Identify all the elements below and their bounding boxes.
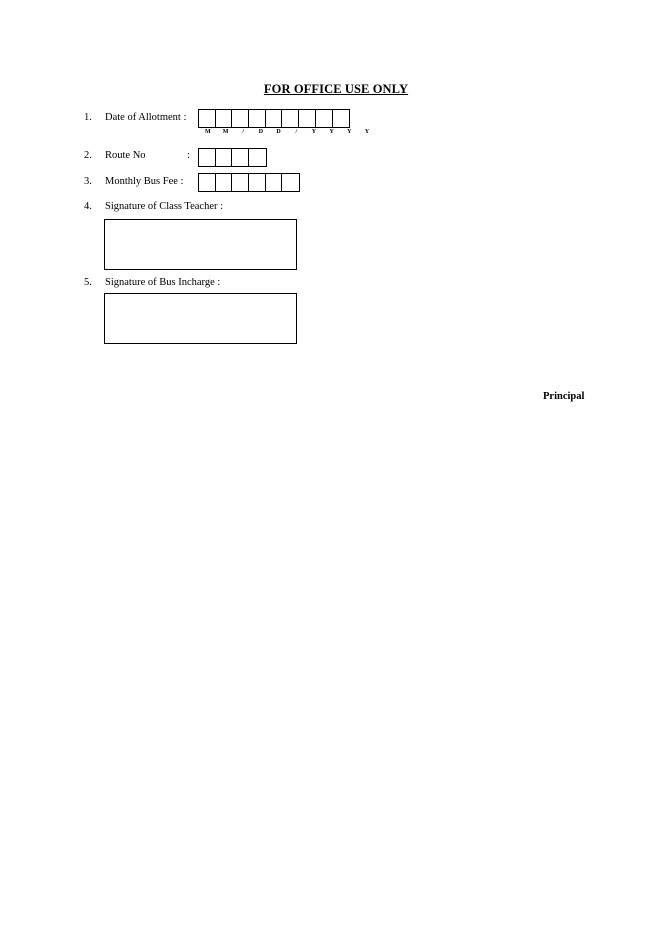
date-caption-char: D: [276, 129, 281, 135]
date-box[interactable]: [249, 110, 266, 127]
field-number-1: 1.: [84, 112, 92, 123]
class-teacher-signature-label: Signature of Class Teacher :: [105, 201, 224, 212]
date-caption-char: Y: [329, 129, 334, 135]
date-box[interactable]: [232, 110, 249, 127]
fee-box[interactable]: [199, 174, 216, 191]
monthly-bus-fee-boxes[interactable]: [198, 173, 300, 192]
fee-box[interactable]: [216, 174, 233, 191]
date-caption-char: M: [205, 129, 211, 135]
route-no-label: Route No: [105, 150, 146, 161]
fee-box[interactable]: [266, 174, 283, 191]
field-number-3: 3.: [84, 176, 92, 187]
date-caption-char: Y: [311, 129, 317, 135]
fee-box[interactable]: [282, 174, 299, 191]
date-box[interactable]: [333, 110, 350, 127]
field-number-4: 4.: [84, 201, 92, 212]
route-no-colon: :: [187, 150, 190, 161]
route-no-boxes[interactable]: [198, 148, 267, 167]
date-box[interactable]: [266, 110, 283, 127]
date-caption-char: M: [222, 129, 229, 135]
route-box[interactable]: [232, 149, 249, 166]
date-caption-char: Y: [347, 129, 352, 135]
date-box[interactable]: [299, 110, 316, 127]
field-number-5: 5.: [84, 277, 92, 288]
date-box[interactable]: [316, 110, 333, 127]
bus-incharge-signature-label: Signature of Bus Incharge :: [105, 277, 221, 288]
date-format-caption: [199, 129, 376, 135]
date-of-allotment-boxes[interactable]: [198, 109, 350, 128]
date-box[interactable]: [282, 110, 299, 127]
field-number-2: 2.: [84, 150, 92, 161]
date-caption-char: /: [295, 129, 298, 135]
date-caption-char: /: [242, 129, 245, 135]
route-box[interactable]: [199, 149, 216, 166]
form-title: FOR OFFICE USE ONLY: [263, 82, 409, 96]
fee-box[interactable]: [249, 174, 266, 191]
route-box[interactable]: [216, 149, 233, 166]
monthly-bus-fee-label: Monthly Bus Fee :: [105, 176, 184, 187]
date-box[interactable]: [199, 110, 216, 127]
date-of-allotment-label: Date of Allotment :: [105, 112, 187, 123]
bus-incharge-signature-box[interactable]: [104, 293, 297, 344]
principal-signatory: Principal: [543, 391, 585, 402]
route-box[interactable]: [249, 149, 266, 166]
date-caption-char: Y: [364, 129, 370, 135]
class-teacher-signature-box[interactable]: [104, 219, 297, 270]
date-caption-char: D: [258, 129, 264, 135]
fee-box[interactable]: [232, 174, 249, 191]
date-box[interactable]: [216, 110, 233, 127]
